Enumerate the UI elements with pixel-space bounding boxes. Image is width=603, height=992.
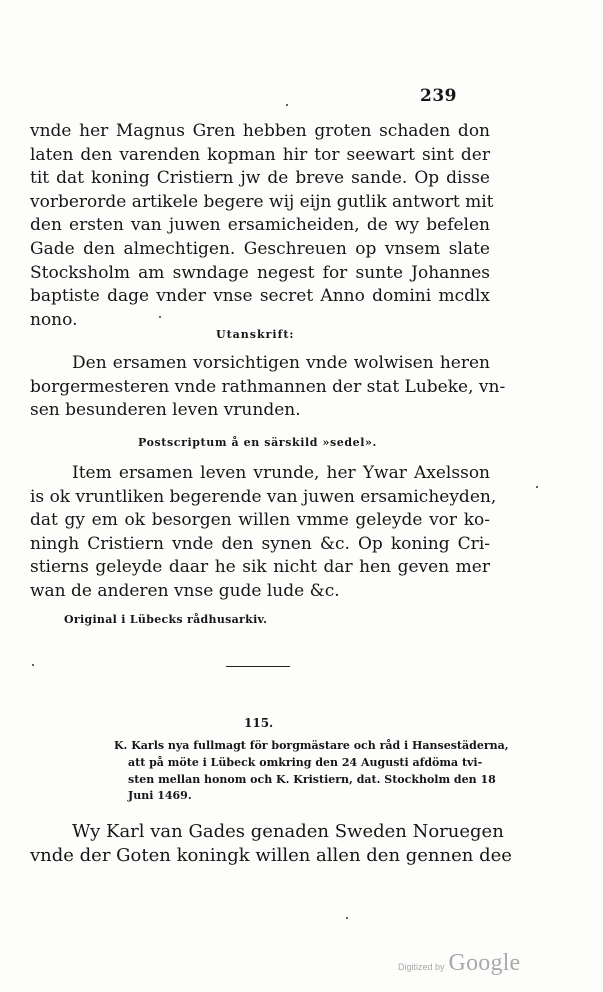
postscriptum-heading: Postscriptum å en särskild »sedel». — [138, 436, 377, 449]
google-logo: Google — [448, 950, 521, 976]
letter-line: den ersten van juwen ersamicheiden, de wy befelen — [30, 215, 490, 236]
section-divider — [226, 666, 290, 667]
postscriptum-line: Item ersamen leven vrunde, her Ywar Axelsson — [72, 463, 490, 483]
summary-line: Juni 1469. — [128, 789, 192, 803]
postscriptum-line: wan de anderen vnse gude lude &c. — [30, 580, 340, 601]
address-line: borgermesteren vnde rathmannen der stat Lubeke, vn- — [30, 376, 506, 397]
postscriptum-line: ningh Cristiern vnde den synen &c. Op koning Cri- — [30, 533, 490, 554]
opening-line: vnde der Goten koningk willen allen den gennen dee — [30, 845, 512, 866]
scan-speck — [32, 664, 34, 666]
postscriptum-line: dat gy em ok besorgen willen vmme geleyde vor ko- — [30, 510, 490, 531]
digitized-footer — [398, 950, 520, 977]
letter-line: Stocksholm am swndage negest for sunte Johannes — [30, 262, 490, 283]
letter-body — [30, 120, 494, 332]
postscriptum-block — [30, 462, 497, 604]
summary-line: K. Karls nya fullmagt för borgmästare och råd i Hansestäderna, — [114, 739, 509, 752]
postscriptum-line: stierns geleyde daar he sik nicht dar hen geven mer — [30, 557, 490, 578]
letter-line: vnde her Magnus Gren hebben groten schaden don — [30, 121, 490, 141]
letter-line: baptiste dage vnder vnse secret Anno domini mcdlx — [30, 286, 490, 307]
summary-line: sten mellan honom och K. Kristiern, dat. Stockholm den 18 — [128, 772, 496, 786]
document-summary — [114, 738, 509, 805]
postscriptum-line: is ok vruntliken begerende van juwen ersamicheyden, — [30, 486, 497, 507]
opening-block — [30, 820, 512, 868]
letter-line: Gade den almechtigen. Geschreuen op vnsem slate — [30, 238, 490, 259]
page-number: 239 — [420, 86, 457, 106]
scan-speck — [159, 316, 161, 318]
letter-line: nono. — [30, 309, 78, 330]
scan-speck — [286, 104, 288, 106]
address-line: sen besunderen leven vrunden. — [30, 400, 301, 421]
scan-speck — [346, 917, 348, 919]
letter-line: vorberorde artikele begere wij eijn gutlik antwort mit — [30, 191, 494, 212]
utanskrift-heading: Utanskrift: — [216, 328, 295, 341]
address-line: Den ersamen vorsichtigen vnde wolwisen heren — [72, 353, 490, 373]
letter-line: tit dat koning Cristiern jw de breve sande. Op disse — [30, 168, 490, 189]
document-number: 115. — [244, 716, 274, 730]
summary-line: att på möte i Lübeck omkring den 24 Augusti afdöma tvi- — [128, 755, 483, 769]
letter-line: laten den varenden kopman hir tor seewart sint der — [30, 144, 490, 165]
address-block — [30, 352, 506, 423]
scan-speck — [536, 486, 538, 488]
source-note: Original i Lübecks rådhusarkiv. — [64, 613, 268, 626]
opening-line: Wy Karl van Gades genaden Sweden Noruegen — [72, 821, 504, 842]
digitized-by-label: Digitized by — [398, 962, 445, 972]
